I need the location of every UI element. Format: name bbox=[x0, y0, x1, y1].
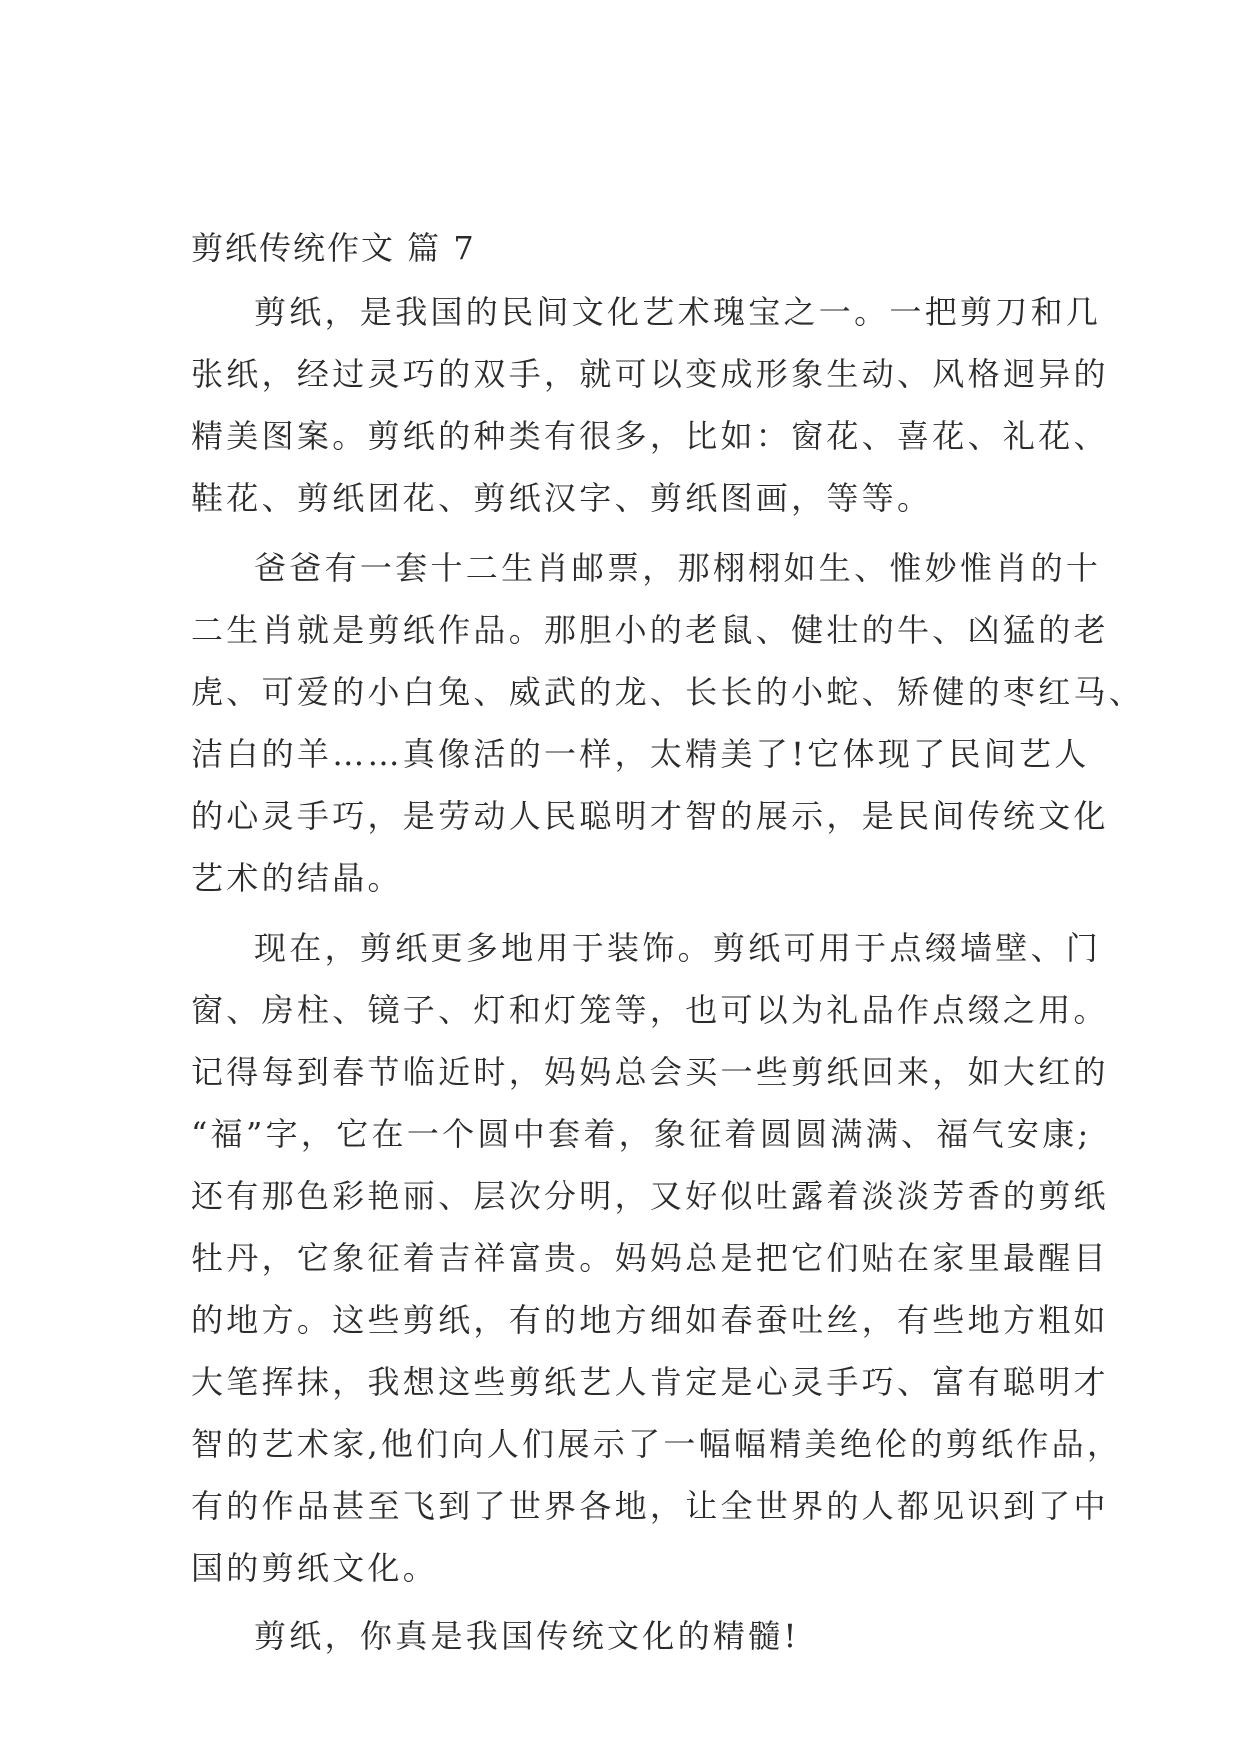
paragraph-3-line-6: 牡丹，它象征着吉祥富贵。妈妈总是把它们贴在家里最醒目 bbox=[191, 1239, 1109, 1277]
paragraph-2-line-1: 爸爸有一套十二生肖邮票，那栩栩如生、惟妙惟肖的十 bbox=[254, 549, 1102, 587]
paragraph-2-line-2: 二生肖就是剪纸作品。那胆小的老鼠、健壮的牛、凶猛的老 bbox=[191, 611, 1109, 649]
paragraph-3-line-2: 窗、房柱、镜子、灯和灯笼等，也可以为礼品作点缀之用。 bbox=[191, 991, 1109, 1029]
paragraph-2-line-4: 洁白的羊……真像活的一样，太精美了!它体现了民间艺人 bbox=[191, 735, 1090, 773]
paragraph-3-line-5: 还有那色彩艳丽、层次分明，又好似吐露着淡淡芳香的剪纸 bbox=[191, 1177, 1109, 1215]
paragraph-2-line-6: 艺术的结晶。 bbox=[191, 859, 403, 897]
paragraph-3-line-8: 大笔挥抹，我想这些剪纸艺人肯定是心灵手巧、富有聪明才 bbox=[191, 1363, 1109, 1401]
paragraph-4-line-1: 剪纸，你真是我国传统文化的精髓! bbox=[254, 1617, 800, 1655]
document-title: 剪纸传统作文 篇 7 bbox=[191, 229, 476, 267]
paragraph-2-line-5: 的心灵手巧，是劳动人民聪明才智的展示，是民间传统文化 bbox=[191, 797, 1109, 835]
paragraph-1-line-2: 张纸，经过灵巧的双手，就可以变成形象生动、风格迥异的 bbox=[191, 355, 1109, 393]
paragraph-3-line-9: 智的艺术家,他们向人们展示了一幅幅精美绝伦的剪纸作品， bbox=[191, 1425, 1123, 1463]
paragraph-1-line-1: 剪纸，是我国的民间文化艺术瑰宝之一。一把剪刀和几 bbox=[254, 293, 1102, 331]
paragraph-1-line-4: 鞋花、剪纸团花、剪纸汉字、剪纸图画，等等。 bbox=[191, 479, 933, 517]
paragraph-3-line-1: 现在，剪纸更多地用于装饰。剪纸可用于点缀墙壁、门 bbox=[254, 929, 1102, 967]
paragraph-3-line-4: “福”字，它在一个圆中套着，象征着圆圆满满、福气安康; bbox=[191, 1115, 1092, 1153]
paragraph-3-line-3: 记得每到春节临近时，妈妈总会买一些剪纸回来，如大红的 bbox=[191, 1053, 1109, 1091]
paragraph-3-line-11: 国的剪纸文化。 bbox=[191, 1549, 439, 1587]
paragraph-3-line-10: 有的作品甚至飞到了世界各地，让全世界的人都见识到了中 bbox=[191, 1487, 1109, 1525]
paragraph-2-line-3: 虎、可爱的小白兔、威武的龙、长长的小蛇、矫健的枣红马、 bbox=[191, 673, 1145, 711]
paragraph-1-line-3: 精美图案。剪纸的种类有很多，比如：窗花、喜花、礼花、 bbox=[191, 417, 1109, 455]
paragraph-3-line-7: 的地方。这些剪纸，有的地方细如春蚕吐丝，有些地方粗如 bbox=[191, 1301, 1109, 1339]
